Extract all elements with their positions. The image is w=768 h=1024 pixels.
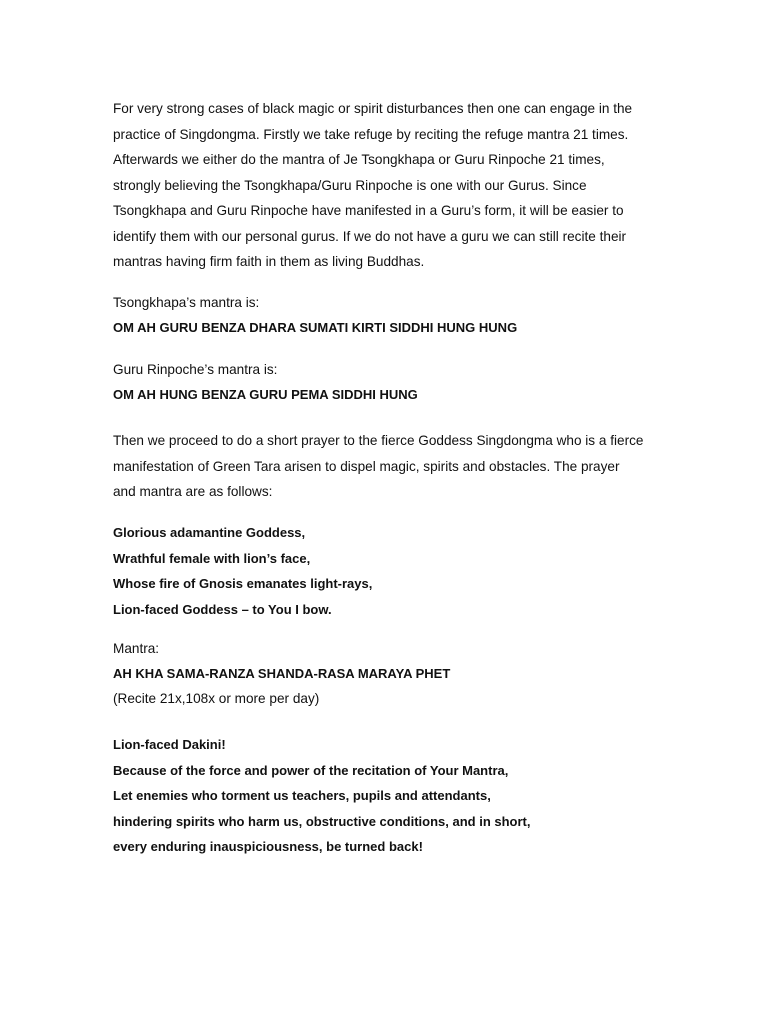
prayer-intro-line: Then we proceed to do a short prayer to the fierce Goddess Singdongma who is a fierce <box>113 433 644 448</box>
guru-rinpoche-mantra-section <box>113 361 673 403</box>
intro-line: mantras having firm faith in them as living Buddhas. <box>113 254 425 269</box>
dakini-prayer-line: Because of the force and power of the recitation of Your Mantra, <box>113 762 509 778</box>
guru-rinpoche-mantra-text: OM AH HUNG BENZA GURU PEMA SIDDHI HUNG <box>113 387 418 402</box>
prayer-intro-line: and mantra are as follows: <box>113 484 273 499</box>
intro-line: Tsongkhapa and Guru Rinpoche have manifested in a Guru’s form, it will be easier to <box>113 203 624 218</box>
intro-paragraph <box>113 96 673 275</box>
dakini-prayer-line: every enduring inauspiciousness, be turned back! <box>113 839 423 854</box>
tsongkhapa-mantra-section <box>113 294 673 336</box>
intro-line: Afterwards we either do the mantra of Je Tsongkhapa or Guru Rinpoche 21 times, <box>113 152 605 167</box>
intro-line: practice of Singdongma. Firstly we take refuge by reciting the refuge mantra 21 times. <box>113 126 629 142</box>
singdongma-mantra-text: AH KHA SAMA-RANZA SHANDA-RASA MARAYA PHET <box>113 666 451 681</box>
singdongma-mantra-label: Mantra: <box>113 641 160 656</box>
recitation-note: (Recite 21x,108x or more per day) <box>113 691 320 706</box>
guru-rinpoche-mantra-label: Guru Rinpoche’s mantra is: <box>113 362 278 377</box>
dakini-prayer-line: Lion-faced Dakini! <box>113 737 226 752</box>
praise-verse <box>113 520 673 622</box>
dakini-prayer <box>113 732 673 860</box>
singdongma-mantra-section <box>113 640 673 707</box>
intro-line: identify them with our personal gurus. If we do not have a guru we can still recite their <box>113 228 627 244</box>
dakini-prayer-line: hindering spirits who harm us, obstructive conditions, and in short, <box>113 813 531 829</box>
intro-line: For very strong cases of black magic or spirit disturbances then one can engage in the <box>113 101 633 116</box>
tsongkhapa-mantra-label: Tsongkhapa’s mantra is: <box>113 295 260 310</box>
verse-line: Glorious adamantine Goddess, <box>113 525 306 540</box>
verse-line: Lion-faced Goddess – to You I bow. <box>113 601 332 617</box>
prayer-intro-paragraph <box>113 428 673 505</box>
tsongkhapa-mantra-text: OM AH GURU BENZA DHARA SUMATI KIRTI SIDDHI HUNG HUNG <box>113 320 518 335</box>
dakini-prayer-line: Let enemies who torment us teachers, pupils and attendants, <box>113 788 491 803</box>
prayer-intro-line: manifestation of Green Tara arisen to dispel magic, spirits and obstacles. The prayer <box>113 458 620 474</box>
verse-line: Whose fire of Gnosis emanates light-rays, <box>113 576 373 591</box>
verse-line: Wrathful female with lion’s face, <box>113 550 311 566</box>
intro-line: strongly believing the Tsongkhapa/Guru Rinpoche is one with our Gurus. Since <box>113 177 587 193</box>
